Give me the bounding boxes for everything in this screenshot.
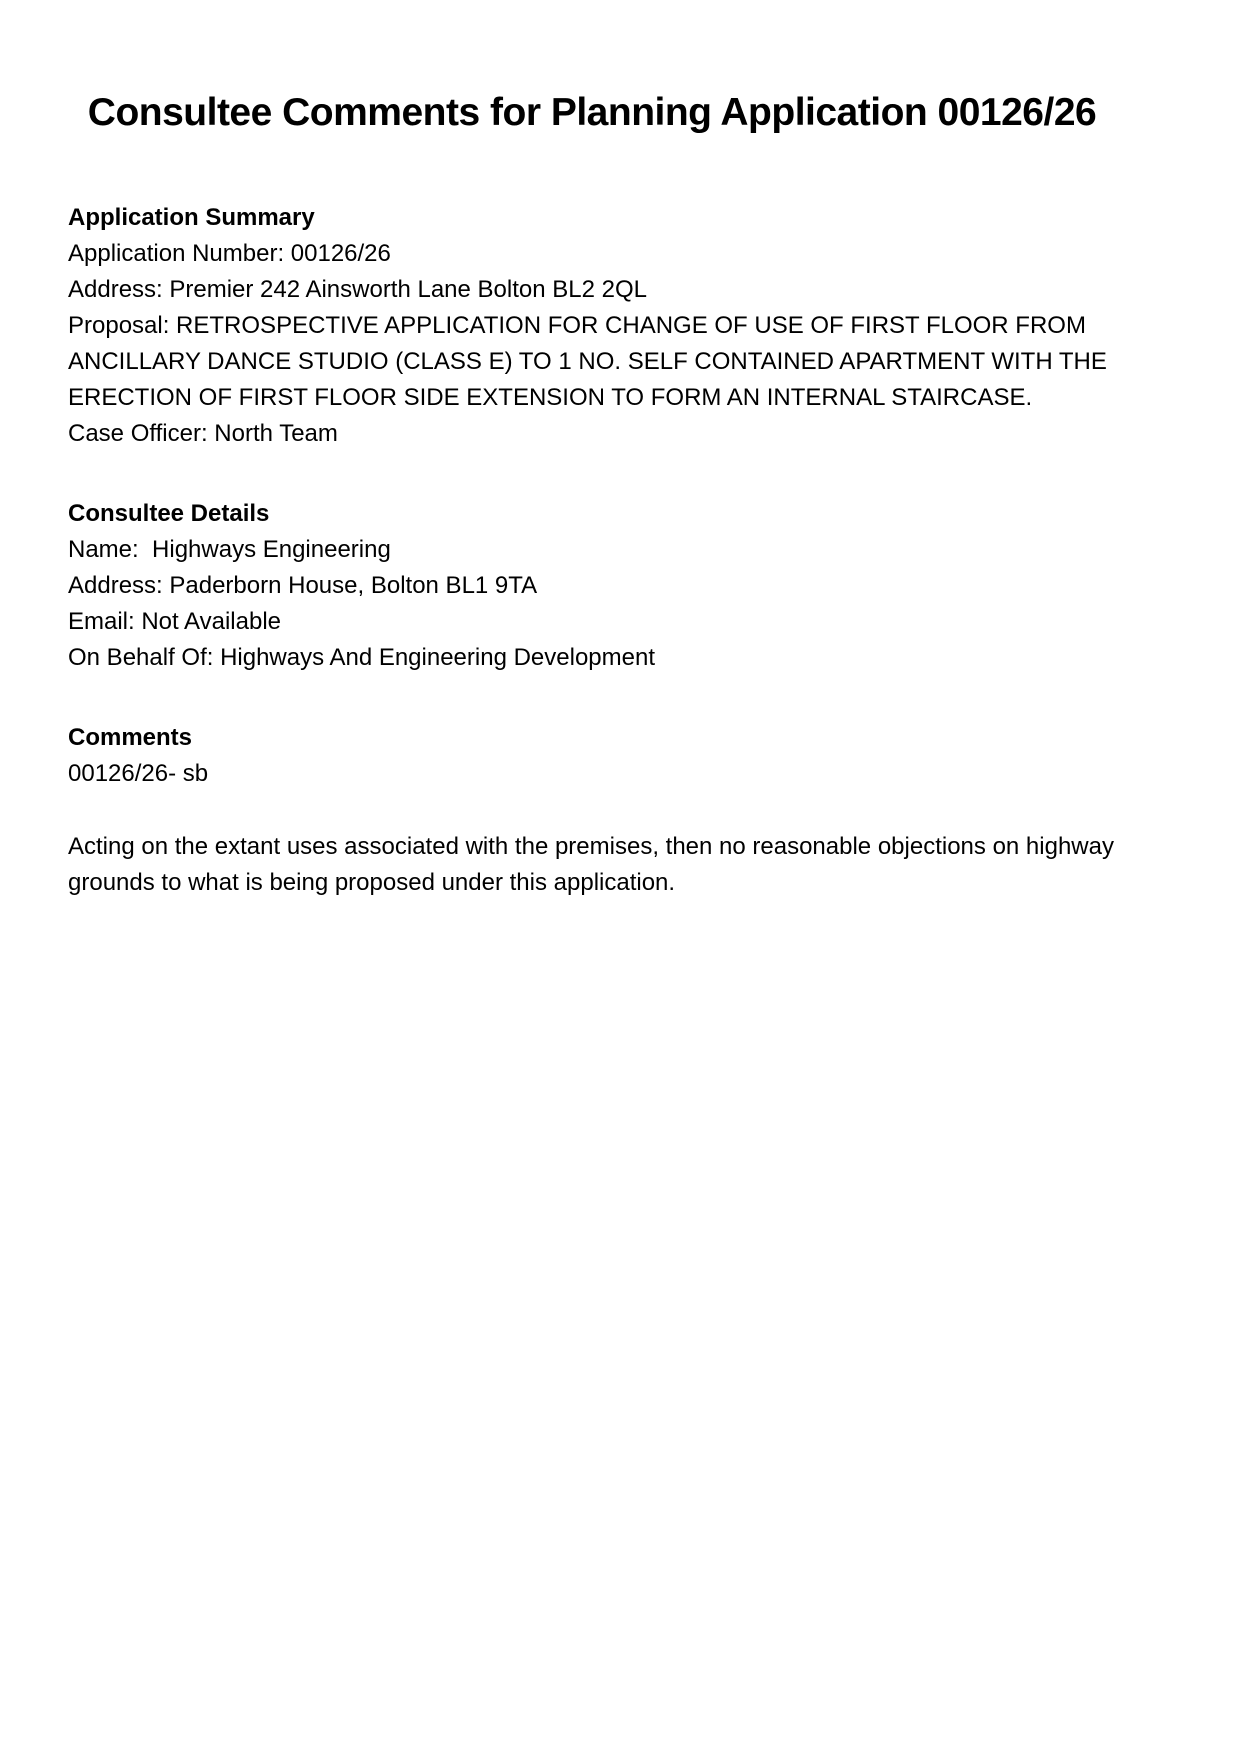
comments-heading: Comments (68, 723, 193, 751)
case-officer-line: Case Officer: North Team (68, 419, 338, 447)
consultee-email-line: Email: Not Available (68, 607, 281, 635)
application-number-line: Application Number: 00126/26 (68, 239, 391, 267)
comments-body-paragraph: Acting on the extant uses associated with the premises, then no reasonable objections on highway grounds to what is being proposed under this application. (68, 832, 1121, 896)
section-comments (68, 720, 1121, 901)
page-title: Consultee Comments for Planning Application 00126/26 (87, 91, 1097, 134)
application-summary-heading: Application Summary (68, 203, 315, 231)
comments-reference-line: 00126/26- sb (68, 759, 209, 787)
section-consultee-details (68, 496, 1116, 676)
application-proposal-line: Proposal: RETROSPECTIVE APPLICATION FOR CHANGE OF USE OF FIRST FLOOR FROM ANCILLARY DANCE STUDIO (CLASS E) TO 1 NO. SELF CONTAINED APARTMENT WITH THE ERECTION OF FIRST FLOOR SIDE EXTENSION TO FORM AN INTERNAL STAIRCASE. (68, 311, 1114, 411)
consultee-name-line: Name: Highways Engineering (68, 535, 391, 563)
consultee-details-heading: Consultee Details (68, 499, 270, 527)
consultee-address-line: Address: Paderborn House, Bolton BL1 9TA (68, 571, 538, 599)
section-application-summary (68, 200, 1116, 452)
application-address-line: Address: Premier 242 Ainsworth Lane Bolton BL2 2QL (68, 275, 647, 303)
consultee-on-behalf-of-line: On Behalf Of: Highways And Engineering Development (68, 643, 656, 671)
